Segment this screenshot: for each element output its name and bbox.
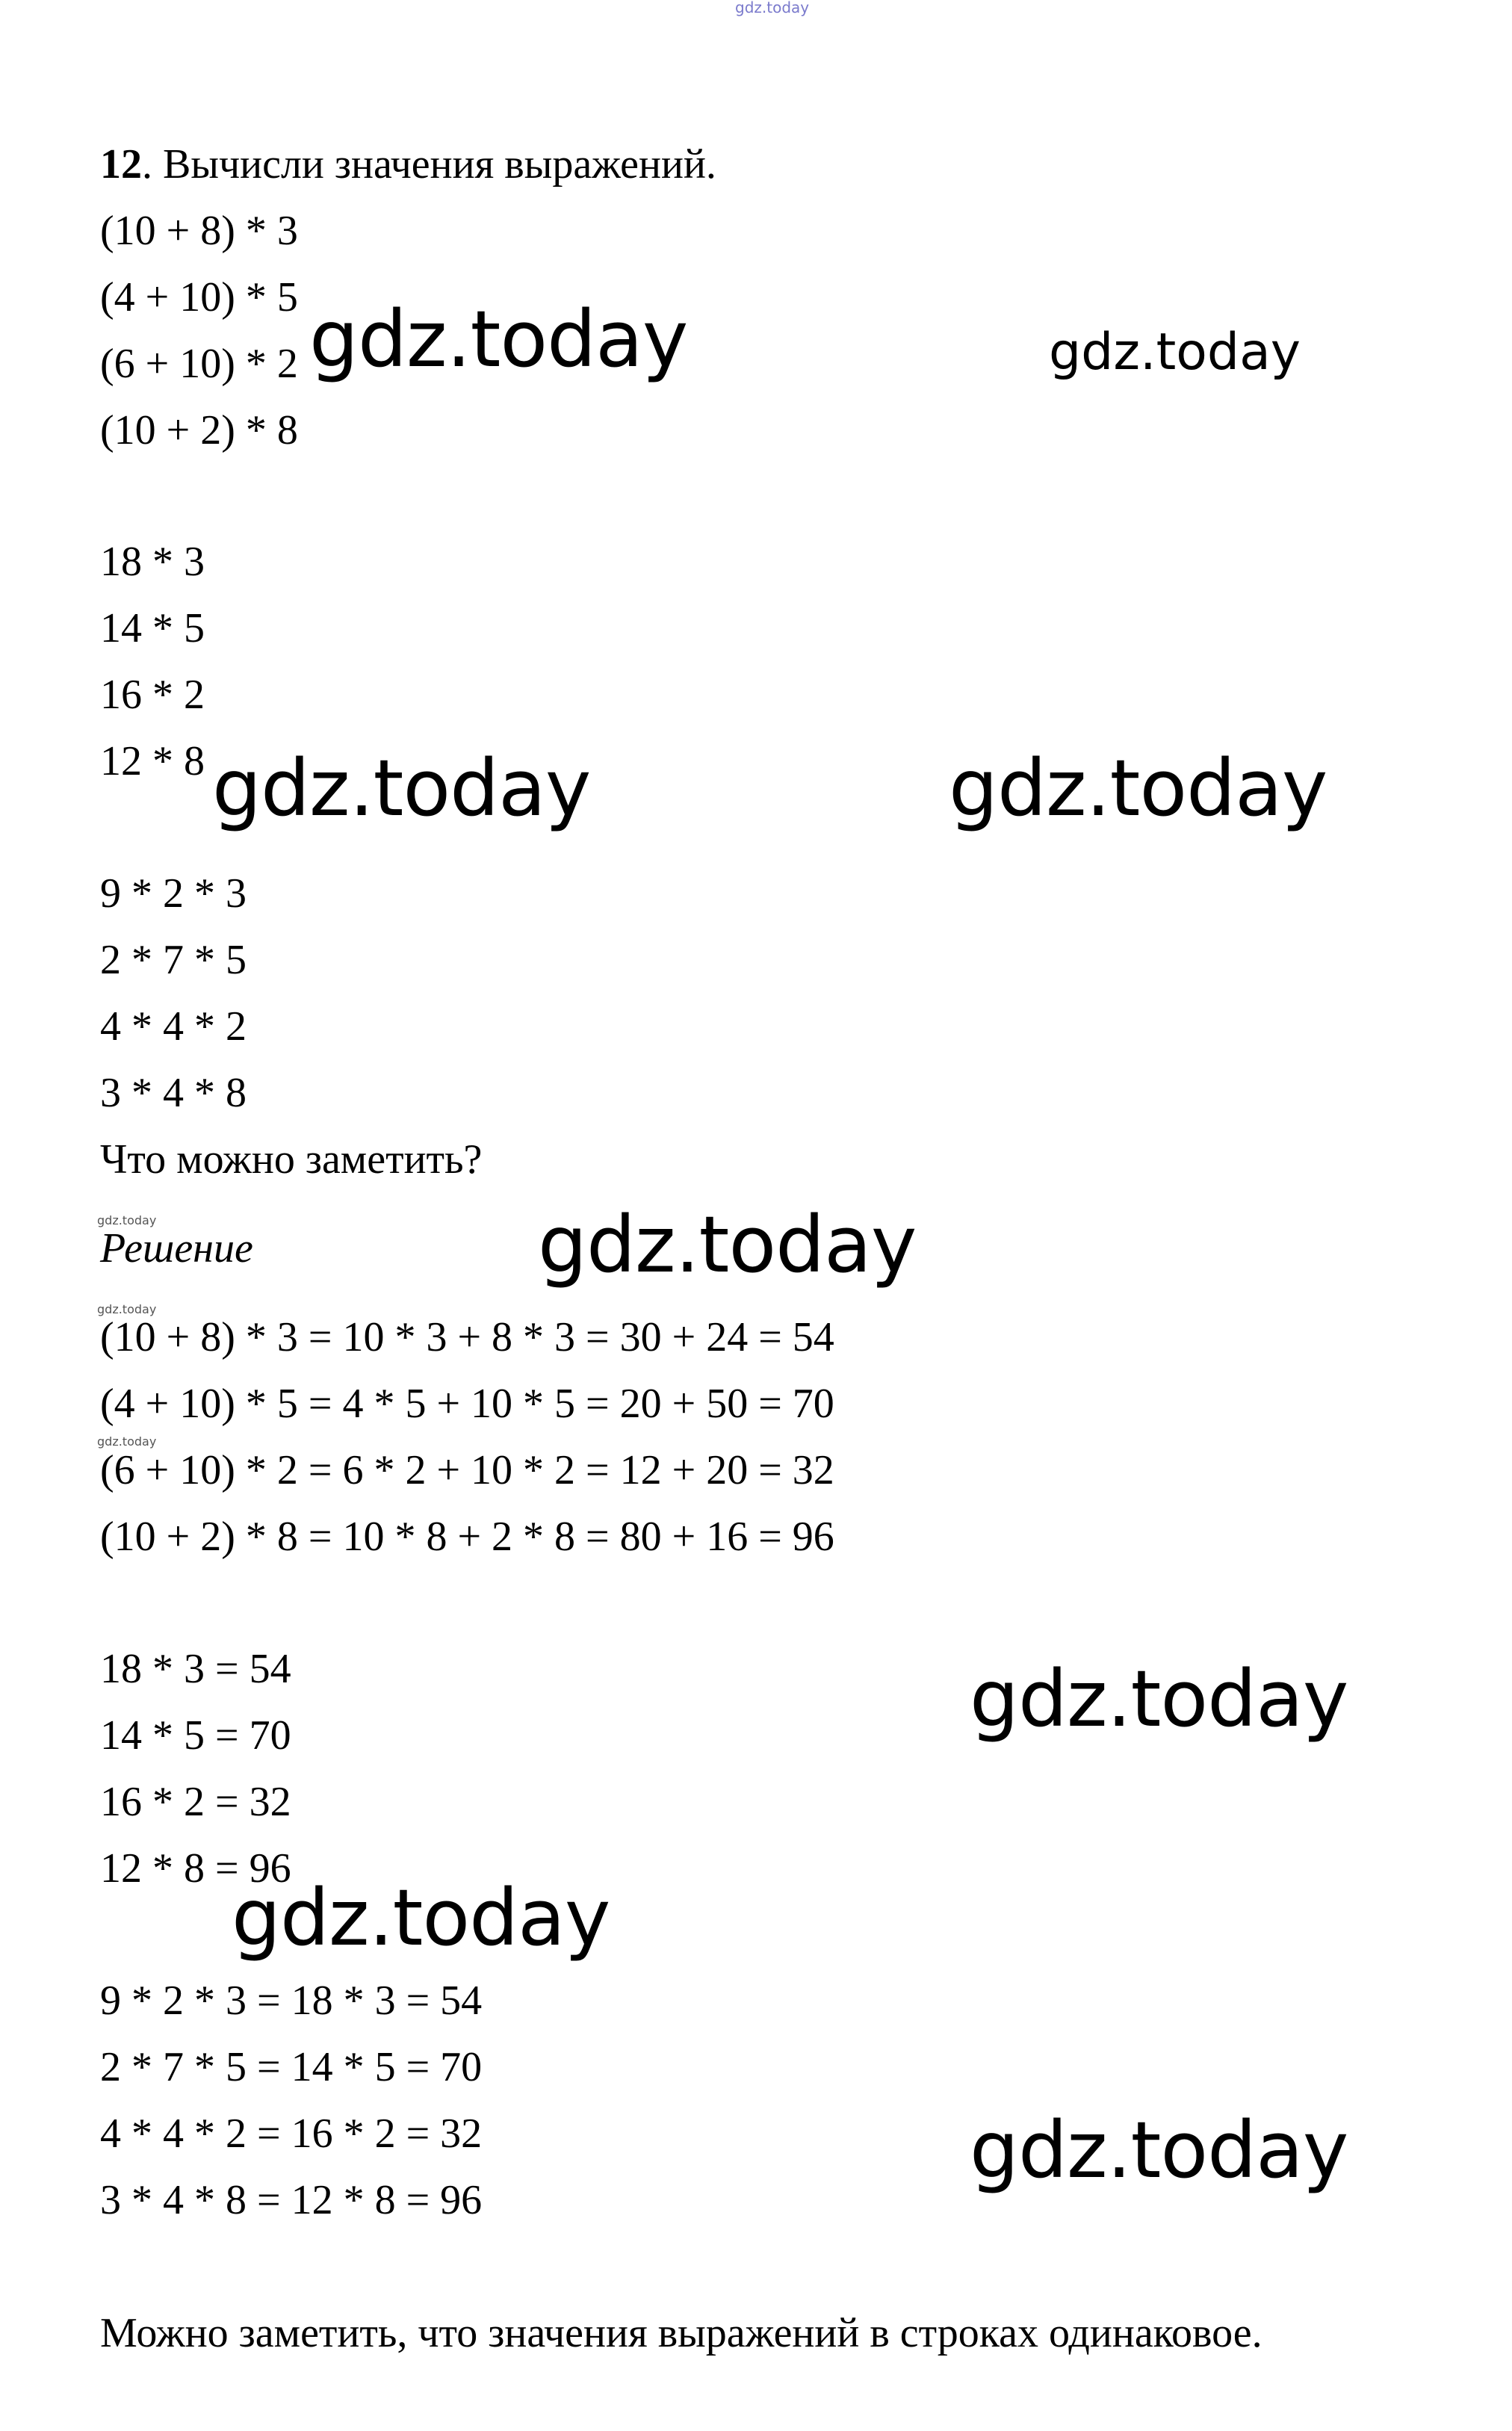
solution-group3-line: 4 * 4 * 2 = 16 * 2 = 32 bbox=[100, 2111, 483, 2157]
task-group3-line: 9 * 2 * 3 bbox=[100, 870, 247, 917]
solution-group3-line: 3 * 4 * 8 = 12 * 8 = 96 bbox=[100, 2177, 483, 2223]
solution-group1-line: (4 + 10) * 5 = 4 * 5 + 10 * 5 = 20 + 50 = 70 bbox=[100, 1381, 834, 1427]
task-group1-line: (6 + 10) * 2 bbox=[100, 341, 298, 387]
solution-group2-line: 16 * 2 = 32 bbox=[100, 1779, 291, 1825]
watermark-6: gdz.today bbox=[970, 1653, 1348, 1744]
task-group1-line: (10 + 8) * 3 bbox=[100, 208, 298, 254]
task-group1-line: (4 + 10) * 5 bbox=[100, 274, 298, 320]
solution-group1-line: (10 + 2) * 8 = 10 * 8 + 2 * 8 = 80 + 16 = 96 bbox=[100, 1514, 834, 1560]
solution-group1-line: (10 + 8) * 3 = 10 * 3 + 8 * 3 = 30 + 24 = 54 bbox=[100, 1314, 834, 1360]
solution-conclusion: Можно заметить, что значения выражений в строках одинаковое. bbox=[100, 2310, 1262, 2356]
solution-group1-line: (6 + 10) * 2 = 6 * 2 + 10 * 2 = 12 + 20 = 32 bbox=[100, 1447, 834, 1493]
solution-group3-line: 9 * 2 * 3 = 18 * 3 = 54 bbox=[100, 1978, 483, 2024]
watermark-4: gdz.today bbox=[949, 743, 1327, 834]
task-group3-line: 2 * 7 * 5 bbox=[100, 937, 247, 983]
watermark-7: gdz.today bbox=[232, 1872, 610, 1963]
solution-group3-line: 2 * 7 * 5 = 14 * 5 = 70 bbox=[100, 2044, 483, 2090]
task-title-text: . Вычисли значения выражений. bbox=[142, 141, 716, 188]
task-group3-line: 4 * 4 * 2 bbox=[100, 1003, 247, 1050]
task-group2-line: 12 * 8 bbox=[100, 738, 205, 784]
watermark-small-1: gdz.today bbox=[97, 1213, 157, 1227]
watermark-3: gdz.today bbox=[212, 743, 591, 834]
solution-group2-line: 12 * 8 = 96 bbox=[100, 1845, 291, 1892]
solution-group2-line: 14 * 5 = 70 bbox=[100, 1712, 291, 1759]
task-question: Что можно заметить? bbox=[100, 1136, 483, 1183]
solution-group2-line: 18 * 3 = 54 bbox=[100, 1646, 291, 1692]
task-group2-line: 14 * 5 bbox=[100, 605, 205, 651]
task-group2-line: 18 * 3 bbox=[100, 539, 205, 585]
task-title bbox=[100, 141, 716, 188]
watermark-1: gdz.today bbox=[309, 294, 688, 385]
task-number: 12 bbox=[100, 141, 142, 188]
task-group3-line: 3 * 4 * 8 bbox=[100, 1070, 247, 1116]
watermark-top: gdz.today bbox=[735, 0, 810, 16]
watermark-5: gdz.today bbox=[538, 1199, 917, 1290]
watermark-8: gdz.today bbox=[970, 2105, 1348, 2196]
watermark-small-3: gdz.today bbox=[97, 1434, 157, 1449]
task-group2-line: 16 * 2 bbox=[100, 672, 205, 718]
watermark-2: gdz.today bbox=[1049, 323, 1301, 382]
task-group1-line: (10 + 2) * 8 bbox=[100, 407, 298, 453]
solution-heading: Решение bbox=[100, 1225, 253, 1272]
watermark-small-2: gdz.today bbox=[97, 1302, 157, 1316]
